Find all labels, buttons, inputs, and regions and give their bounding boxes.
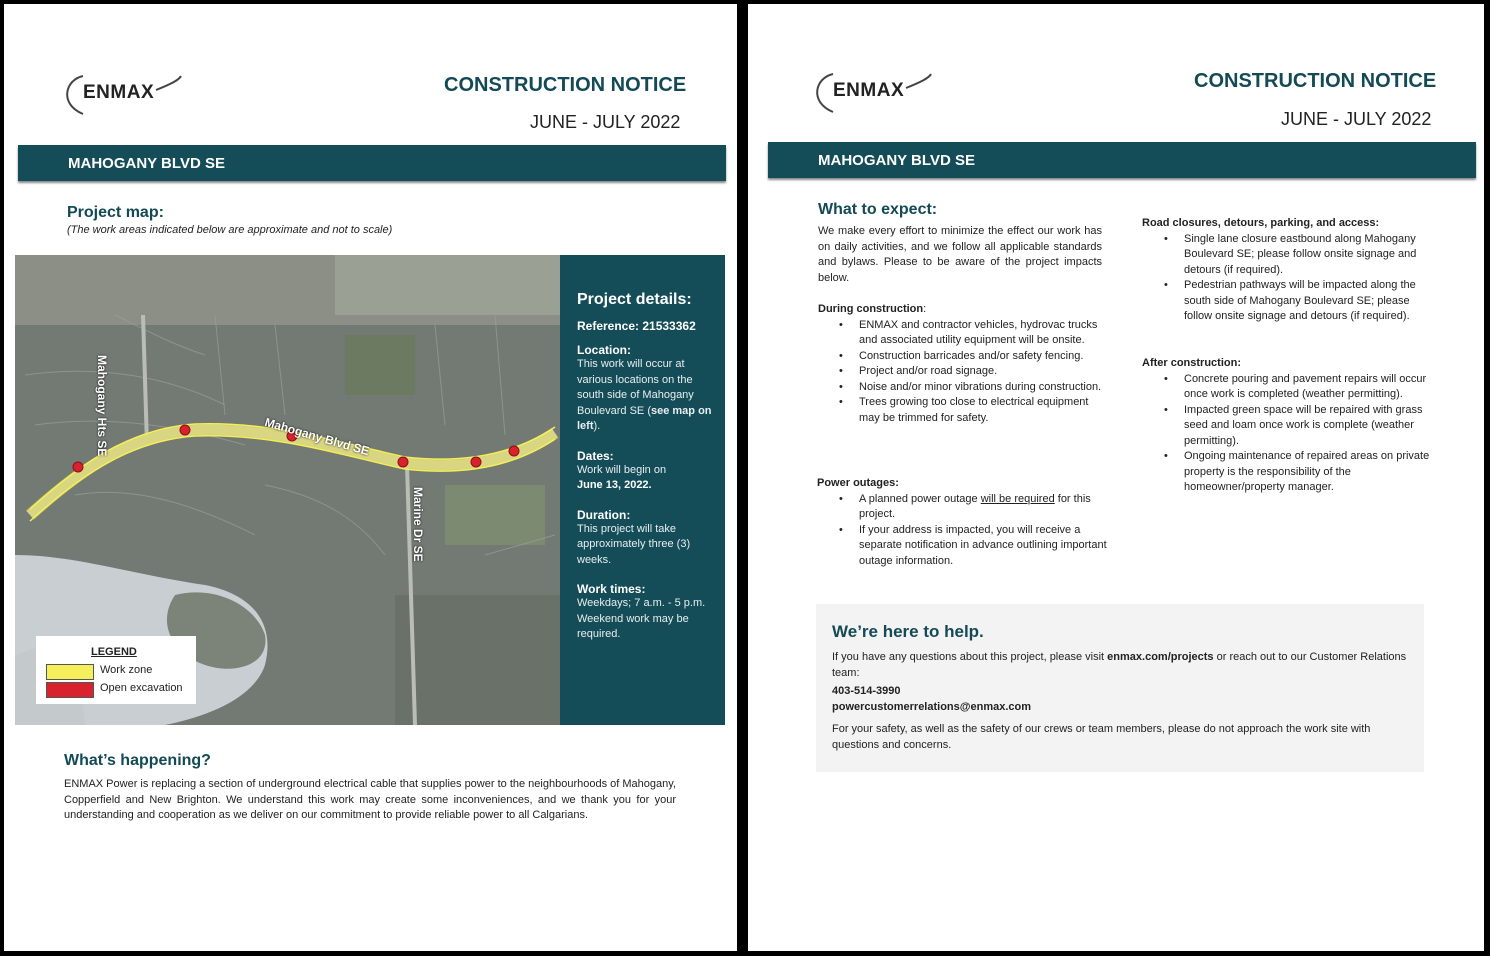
list-item: • ENMAX and contractor vehicles, hydrovac trucks and associated utility equipment will be onsite. (859, 318, 1108, 349)
safety-text: For your safety, as well as the safety of our crews or team members, please do not approach the work site with questions and concerns. (832, 723, 1371, 751)
projects-link[interactable]: enmax.com/projects (1107, 651, 1214, 663)
details-duration (577, 508, 715, 569)
road-list (1142, 232, 1432, 325)
dates-text: Work will begin on (577, 463, 667, 476)
during-construction-section: During construction: • ENMAX and contractor vehicles, hydrovac trucks and associated utility equipment will be onsite. • Construction barricades and/or safety fencing. • Project and/or road signage. • Noise and/or minor vibrations during construction. • Trees growing too close to electrical equipment may be trimmed for safety. (818, 302, 1108, 426)
list-item: • Ongoing maintenance of repaired areas on private property is the responsibility of the homeowner/property manager. (1184, 449, 1432, 496)
legend-swatch-excavation (46, 682, 94, 698)
enmax-logo (811, 68, 941, 118)
details-dates (577, 449, 715, 494)
street-label-hts: Mahogany Hts SE (95, 355, 109, 457)
logo-text: ENMAX (833, 80, 905, 101)
dates-start: June 13, 2022. (577, 479, 652, 491)
dates-label: Dates: (577, 448, 614, 463)
list-item: • Single lane closure eastbound along Mahogany Boulevard SE; please follow onsite signage and detours (if required). (1184, 232, 1432, 279)
details-work-times (577, 582, 715, 643)
list-item: • If your address is impacted, you will receive a separate notification in advance outlining important outage information. (859, 523, 1107, 570)
map-caption: (The work areas indicated below are approximate and not to scale) (67, 224, 393, 236)
excavation-marker (471, 457, 481, 467)
street-label-blvd: Mahogany Blvd SE (263, 415, 371, 459)
list-item: • Trees growing too close to electrical equipment may be trimmed for safety. (859, 395, 1108, 426)
legend-title: LEGEND (91, 646, 137, 658)
street-band-label: MAHOGANY BLVD SE (818, 151, 975, 169)
street-band (18, 145, 726, 181)
list-item: • Noise and/or minor vibrations during construction. (859, 380, 1108, 396)
power-outages-section (817, 476, 1107, 569)
project-details-panel (560, 255, 725, 725)
details-heading: Project details: (577, 291, 692, 308)
details-reference: Reference: 21533362 (577, 319, 696, 333)
work-times-text: Weekdays; 7 a.m. - 5 p.m. Weekend work may be required. (577, 597, 706, 640)
list-item: • Project and/or road signage. (859, 364, 1108, 380)
legend-swatch-work-zone (46, 664, 94, 680)
after-label: After construction: (1142, 357, 1241, 369)
work-times-label: Work times: (577, 582, 646, 596)
location-text: This work will occur at various locations on the south side of Mahogany Boulevard SE (see map on left). (577, 358, 712, 432)
outage-label: Power outages: (817, 477, 899, 489)
expect-heading: What to expect: (818, 201, 938, 218)
after-list (1142, 372, 1432, 496)
map-heading: Project map: (67, 204, 164, 221)
outage-list (817, 492, 1107, 570)
help-text: If you have any questions about this project, please visit enmax.com/projects or reach out to our Customer Relations team: (832, 651, 1407, 679)
road-closures-section (1142, 216, 1432, 325)
duration-label: Duration: (577, 507, 631, 522)
notice-dates: JUNE - JULY 2022 (530, 112, 681, 132)
notice-page-2 (748, 4, 1484, 951)
help-email[interactable]: powercustomerrelations@enmax.com (832, 701, 1032, 713)
excavation-marker (180, 425, 190, 435)
street-band-label: MAHOGANY BLVD SE (68, 154, 225, 172)
list-item: • Construction barricades and/or safety fencing. (859, 349, 1108, 365)
logo-text: ENMAX (83, 82, 155, 103)
excavation-marker (398, 457, 408, 467)
excavation-marker (73, 462, 83, 472)
notice-title: CONSTRUCTION NOTICE (444, 74, 687, 96)
list-item: • A planned power outage will be required for this project. (859, 492, 1107, 523)
list-item: • Concrete pouring and pavement repairs will occur once work is completed (weather permitting). (1184, 372, 1432, 403)
legend-label-work-zone: Work zone (100, 664, 153, 676)
after-construction-section (1142, 356, 1432, 496)
help-box (816, 604, 1424, 772)
happening-text: ENMAX Power is replacing a section of underground electrical cable that supplies power to the neighbourhoods of Mahogany, Copperfield and New Brighton. We understand this work may create some inconveniences, and we thank you for your understanding and cooperation as we deliver on our commitment to provide reliable power to all Calgarians. (64, 778, 676, 821)
legend-label-excavation: Open excavation (100, 682, 183, 694)
duration-text: This project will take approximately three (3) weeks. (577, 522, 691, 566)
location-label: Location: (577, 343, 631, 357)
notice-page-1 (4, 4, 737, 951)
notice-dates: JUNE - JULY 2022 (1281, 109, 1432, 129)
during-label: During construction (818, 303, 924, 315)
street-label-marine: Marine Dr SE (411, 487, 425, 562)
notice-title: CONSTRUCTION NOTICE (1194, 70, 1437, 92)
details-location (577, 343, 715, 435)
project-map (15, 255, 560, 725)
expect-intro: We make every effort to minimize the effect our work has on daily activities, and we follow all applicable standards and bylaws. Please to be aware of the project impacts below. (818, 225, 1102, 284)
happening-heading: What’s happening? (64, 752, 211, 769)
road-label: Road closures, detours, parking, and access: (1142, 217, 1380, 229)
help-heading: We’re here to help. (832, 622, 984, 641)
map-legend (36, 636, 196, 704)
enmax-logo (61, 70, 191, 120)
street-band (768, 142, 1476, 178)
list-item: • Pedestrian pathways will be impacted along the south side of Mahogany Boulevard SE; please follow onsite signage and detours (if required). (1184, 278, 1432, 325)
during-list (818, 318, 1108, 427)
list-item: • Impacted green space will be repaired with grass seed and loam once work is complete (weather permitting). (1184, 403, 1432, 450)
excavation-marker (509, 446, 519, 456)
help-phone[interactable]: 403-514-3990 (832, 685, 901, 697)
